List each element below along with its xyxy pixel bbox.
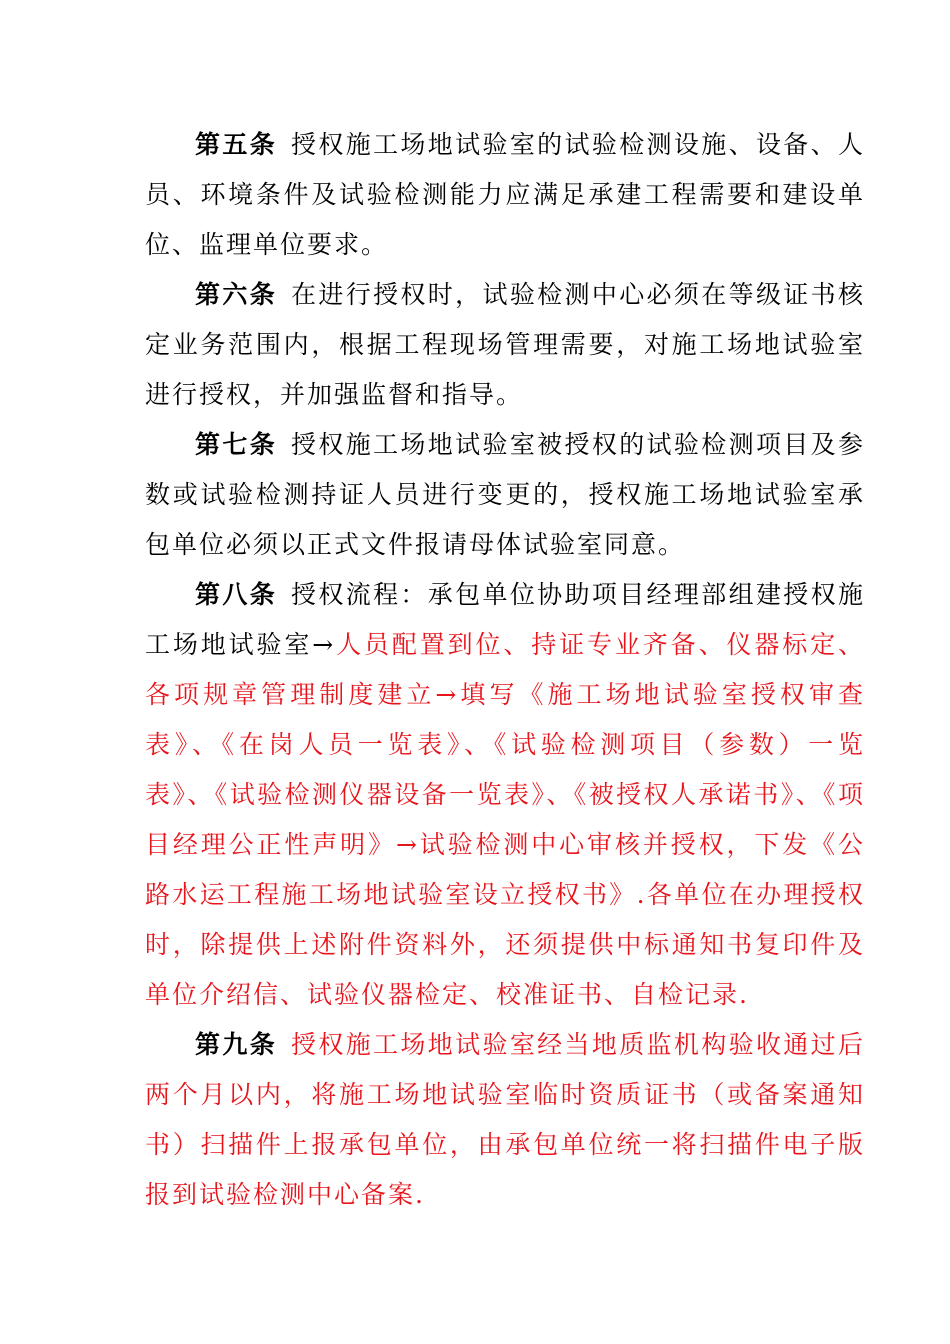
article-text-highlighted: 人员配置到位、持证专业齐备、仪器标定、各项规章管理制度建立→填写《施工场地试验室授权审查表》、《在岗人员一览表》、《试验检测项目（参数）一览表》、《试验检测仪器设备一览表》、《被授权人承诺书》、《项目经理公正性声明》→试验检测中心审核并授权，下发《公路水运工程施工场地试验室设立授权书》.各单位在办理授权时，除提供上述附件资料外，还须提供中标通知书复印件及单位介绍信、试验仪器检定、校准证书、自检记录. — [145, 630, 865, 1009]
article-heading: 第九条 — [195, 1030, 278, 1059]
article-text: 授权施工场地试验室被授权的试验检测项目及参数或试验检测持证人员进行变更的，授权施工场地试验室承包单位必须以正式文件报请母体试验室同意。 — [145, 430, 865, 559]
article-text: 授权施工场地试验室的试验检测设施、设备、人员、环境条件及试验检测能力应满足承建工程需要和建设单位、监理单位要求。 — [145, 130, 865, 259]
article-heading: 第七条 — [195, 430, 278, 459]
article-5 — [145, 120, 865, 270]
article-6 — [145, 270, 865, 420]
article-heading: 第八条 — [195, 580, 278, 609]
article-8 — [145, 570, 865, 1020]
article-9 — [145, 1020, 865, 1220]
article-text-highlighted: 授权施工场地试验室经当地质监机构验收通过后两个月以内，将施工场地试验室临时资质证书（或备案通知书）扫描件上报承包单位，由承包单位统一将扫描件电子版报到试验检测中心备案. — [145, 1030, 865, 1209]
article-heading: 第六条 — [195, 280, 278, 309]
article-7 — [145, 420, 865, 570]
article-heading: 第五条 — [195, 130, 278, 159]
article-text: 授权流程：承包单位协助项目经理部组建授权施工场地试验室→ — [145, 580, 865, 659]
article-text: 在进行授权时，试验检测中心必须在等级证书核定业务范围内，根据工程现场管理需要，对施工场地试验室进行授权，并加强监督和指导。 — [145, 280, 865, 409]
document-body — [145, 120, 865, 1220]
